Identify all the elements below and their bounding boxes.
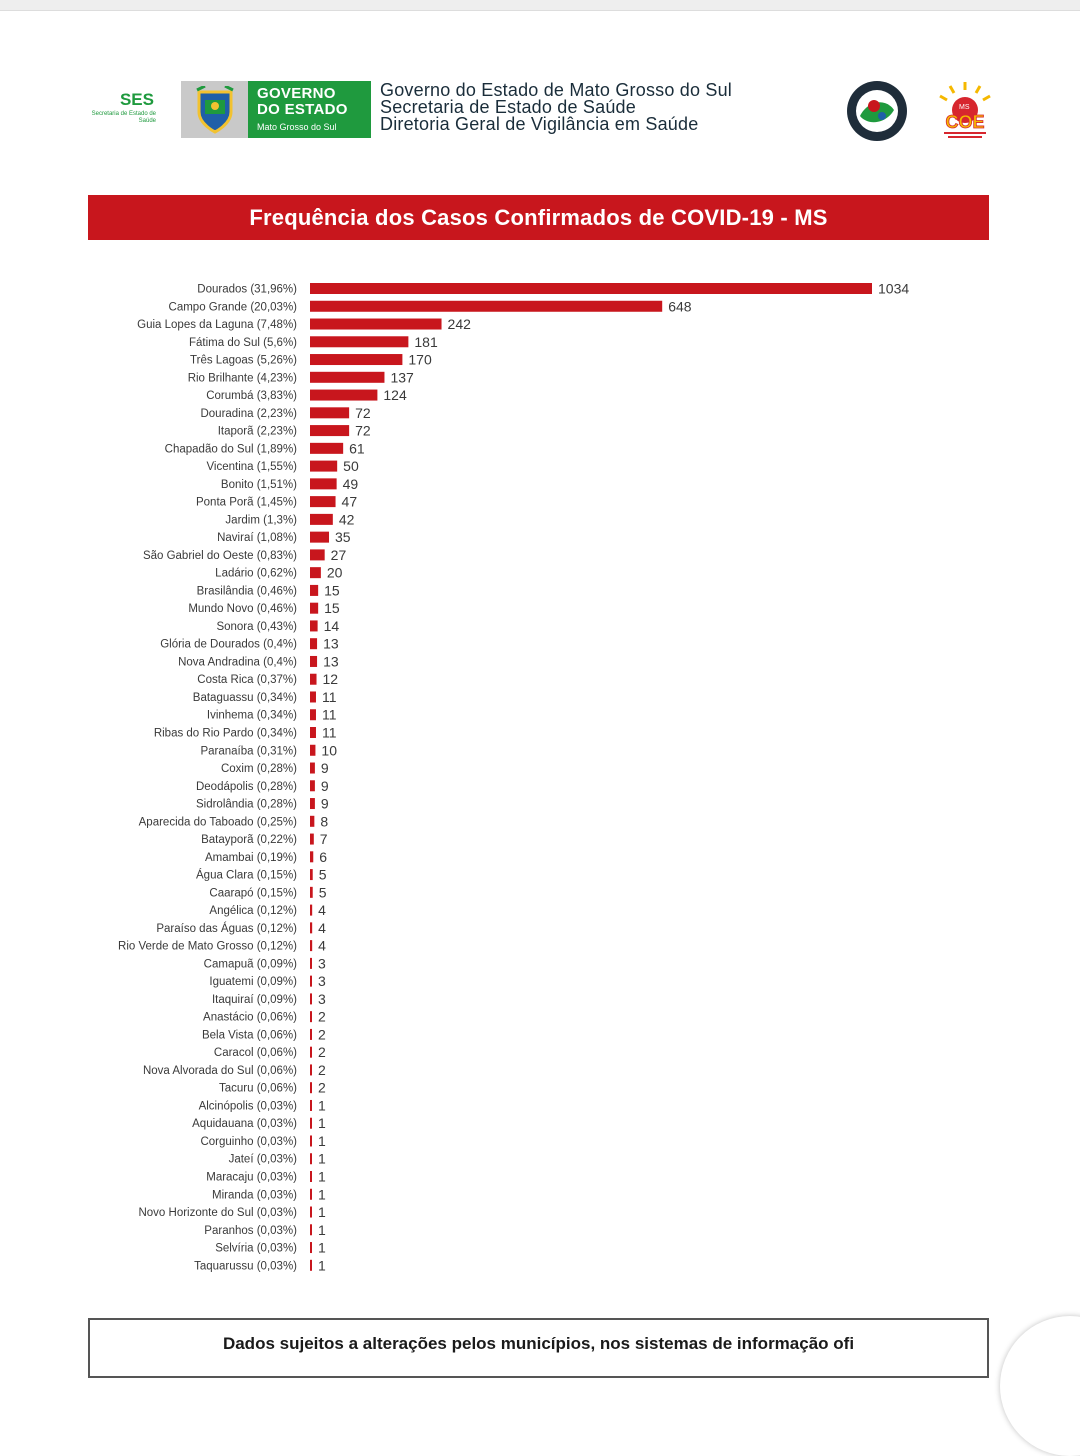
bar — [310, 1011, 312, 1022]
category-label: Rio Brilhante (4,23%) — [187, 372, 297, 385]
category-label: Água Clara (0,15%) — [196, 869, 297, 882]
category-label: Iguatemi (0,09%) — [209, 976, 297, 989]
value-label: 3 — [318, 955, 326, 972]
organization-line3: Diretoria Geral de Vigilância em Saúde — [380, 114, 699, 134]
bar — [310, 1260, 312, 1271]
bar — [310, 1029, 312, 1040]
value-label: 14 — [323, 617, 340, 634]
value-label: 42 — [338, 511, 355, 528]
footer-notice — [88, 1318, 989, 1378]
coe-word: COE — [945, 112, 985, 132]
value-label: 6 — [319, 848, 328, 865]
category-label: Alcinópolis (0,03%) — [198, 1100, 297, 1113]
value-label: 5 — [318, 884, 327, 901]
bar — [310, 1242, 312, 1253]
category-label: Maracaju (0,03%) — [206, 1171, 297, 1184]
bar — [310, 798, 315, 809]
bar — [310, 763, 315, 774]
bar — [310, 425, 349, 436]
category-label: Sidrolândia (0,28%) — [195, 798, 297, 811]
category-label: Guia Lopes da Laguna (7,48%) — [137, 319, 297, 332]
value-label: 4 — [318, 937, 326, 954]
category-label: Novo Horizonte do Sul (0,03%) — [138, 1207, 297, 1220]
category-label: Corguinho (0,03%) — [200, 1135, 297, 1148]
bar — [310, 922, 312, 933]
category-label: Coxim (0,28%) — [220, 763, 297, 776]
category-label: Miranda (0,03%) — [211, 1189, 297, 1202]
value-label: 170 — [408, 351, 432, 368]
value-label: 1 — [318, 1204, 326, 1221]
bar — [310, 745, 315, 756]
value-label: 50 — [343, 458, 359, 475]
bar — [310, 709, 316, 720]
category-label: Caarapó (0,15%) — [209, 887, 297, 900]
bar — [310, 585, 318, 596]
category-label: Glória de Dourados (0,4%) — [160, 638, 297, 651]
category-label: Campo Grande (20,03%) — [168, 301, 297, 314]
value-label: 648 — [668, 298, 692, 315]
bar — [310, 603, 318, 614]
bar — [310, 354, 402, 365]
bar — [310, 851, 313, 862]
bar — [310, 461, 337, 472]
government-badge-line3: Mato Grosso do Sul — [257, 122, 337, 132]
bar — [310, 993, 312, 1004]
category-label: Ivinhema (0,34%) — [206, 709, 297, 722]
category-label: Selvíria (0,03%) — [215, 1242, 297, 1255]
bar — [310, 319, 442, 330]
organization-line2: Secretaria de Estado de Saúde — [380, 97, 636, 117]
bar — [310, 1224, 312, 1235]
bar — [310, 549, 325, 560]
value-label: 9 — [320, 795, 329, 812]
value-label: 1 — [318, 1239, 326, 1256]
value-label: 49 — [342, 475, 359, 492]
category-label: Itaporã (2,23%) — [217, 425, 297, 438]
value-label: 1034 — [878, 280, 910, 297]
category-label: Nova Alvorada do Sul (0,06%) — [142, 1064, 297, 1077]
bar — [310, 372, 384, 383]
bar — [310, 656, 317, 667]
category-label: Bela Vista (0,06%) — [201, 1029, 297, 1042]
category-label: Dourados (31,96%) — [197, 283, 297, 296]
value-label: 72 — [355, 404, 371, 421]
category-label: Deodápolis (0,28%) — [195, 780, 297, 793]
category-label: Tacuru (0,06%) — [219, 1082, 297, 1095]
value-label: 2 — [318, 1008, 326, 1025]
bar — [310, 691, 316, 702]
value-label: 124 — [383, 387, 407, 404]
value-label: 20 — [326, 564, 343, 581]
value-label: 2 — [318, 1044, 326, 1061]
bar — [310, 1100, 312, 1111]
category-label: Ribas do Rio Pardo (0,34%) — [153, 727, 297, 740]
value-label: 13 — [323, 653, 339, 670]
category-label: Paranhos (0,03%) — [204, 1224, 297, 1237]
value-label: 10 — [321, 742, 338, 759]
category-label: Aparecida do Taboado (0,25%) — [138, 816, 297, 829]
value-label: 1 — [318, 1097, 326, 1114]
bar — [310, 1171, 312, 1182]
coe-ms-text: MS — [959, 104, 970, 111]
bar — [310, 1189, 312, 1200]
category-label: Naviraí (1,08%) — [217, 532, 297, 545]
organization-line1: Governo do Estado de Mato Grosso do Sul — [380, 80, 732, 100]
bar — [310, 283, 872, 294]
bar — [310, 1082, 312, 1093]
bar — [310, 638, 317, 649]
value-label: 7 — [319, 831, 328, 848]
bars-layer — [118, 281, 909, 1274]
category-label: Aquidauana (0,03%) — [192, 1118, 297, 1131]
category-label: Paranaíba (0,31%) — [200, 745, 297, 758]
value-label: 8 — [320, 813, 329, 830]
value-label: 13 — [323, 635, 339, 652]
bar — [310, 816, 314, 827]
category-label: São Gabriel do Oeste (0,83%) — [142, 549, 297, 562]
category-label: Jateí (0,03%) — [228, 1153, 297, 1166]
category-label: Três Lagoas (5,26%) — [190, 354, 297, 367]
value-label: 61 — [349, 440, 365, 457]
category-label: Camapuã (0,09%) — [203, 958, 297, 971]
category-label: Nova Andradina (0,4%) — [178, 656, 297, 669]
category-label: Corumbá (3,83%) — [206, 390, 297, 403]
bar — [310, 1135, 312, 1146]
bar — [310, 443, 343, 454]
footer-note: Dados sujeitos a alterações pelos municípios, nos sistemas de informação ofi — [222, 1334, 855, 1353]
value-label: 5 — [318, 866, 327, 883]
value-label: 3 — [318, 973, 326, 990]
value-label: 1 — [318, 1186, 326, 1203]
value-label: 11 — [321, 706, 337, 723]
bar — [310, 620, 318, 631]
value-label: 181 — [414, 333, 438, 350]
bar — [310, 674, 317, 685]
value-label: 4 — [318, 902, 326, 919]
bar — [310, 958, 312, 969]
value-label: 1 — [318, 1168, 326, 1185]
chart-title: Frequência dos Casos Confirmados de COVID-19 - MS — [249, 204, 828, 230]
ses-logo-subtitle: Secretaria de Estado de Saúde — [91, 111, 156, 124]
category-label: Costa Rica (0,37%) — [197, 674, 297, 687]
bar — [310, 1118, 312, 1129]
category-label: Bataguassu (0,34%) — [192, 691, 297, 704]
category-label: Jardim (1,3%) — [225, 514, 297, 527]
bar — [310, 887, 313, 898]
value-label: 1 — [318, 1150, 326, 1167]
value-label: 3 — [318, 990, 326, 1007]
bar — [310, 869, 313, 880]
bar — [310, 496, 336, 507]
value-label: 15 — [324, 600, 340, 617]
category-label: Itaquiraí (0,09%) — [211, 993, 297, 1006]
bar — [310, 780, 315, 791]
value-label: 4 — [318, 919, 326, 936]
value-label: 2 — [318, 1026, 326, 1043]
category-label: Sonora (0,43%) — [216, 620, 297, 633]
bar — [310, 514, 333, 525]
value-label: 9 — [320, 777, 329, 794]
bar — [310, 1047, 312, 1058]
category-label: Anastácio (0,06%) — [203, 1011, 297, 1024]
bar — [310, 1153, 312, 1164]
value-label: 11 — [321, 688, 337, 705]
bar — [310, 390, 377, 401]
government-badge-line2: DO ESTADO — [257, 101, 348, 118]
category-label: Brasilândia (0,46%) — [196, 585, 297, 598]
bar — [310, 532, 329, 543]
bar — [310, 1064, 312, 1075]
value-label: 15 — [324, 582, 340, 599]
bar — [310, 940, 312, 951]
value-label: 137 — [390, 369, 414, 386]
bar — [310, 336, 408, 347]
bar — [310, 1207, 312, 1218]
category-label: Fátima do Sul (5,6%) — [188, 336, 297, 349]
value-label: 2 — [318, 1079, 326, 1096]
value-label: 11 — [321, 724, 337, 741]
category-label: Batayporã (0,22%) — [201, 834, 297, 847]
value-label: 1 — [318, 1221, 326, 1238]
value-label: 242 — [447, 316, 471, 333]
value-label: 72 — [355, 422, 371, 439]
category-label: Rio Verde de Mato Grosso (0,12%) — [118, 940, 297, 953]
value-label: 12 — [322, 671, 339, 688]
ses-logo-word: SES — [119, 90, 154, 109]
category-label: Caracol (0,06%) — [213, 1047, 297, 1060]
bar — [310, 905, 312, 916]
category-label: Chapadão do Sul (1,89%) — [164, 443, 297, 456]
bar — [310, 301, 662, 312]
value-label: 35 — [335, 529, 351, 546]
value-label: 1 — [318, 1257, 326, 1274]
value-label: 2 — [318, 1061, 326, 1078]
bar — [310, 567, 321, 578]
bar — [310, 407, 349, 418]
category-label: Bonito (1,51%) — [220, 478, 297, 491]
bar — [310, 834, 314, 845]
category-label: Ladário (0,62%) — [215, 567, 297, 580]
value-label: 9 — [320, 760, 329, 777]
bar — [310, 976, 312, 987]
value-label: 47 — [341, 493, 358, 510]
value-label: 1 — [318, 1132, 326, 1149]
value-label: 27 — [330, 546, 347, 563]
government-badge-line1: GOVERNO — [257, 85, 336, 102]
category-label: Douradina (2,23%) — [200, 407, 297, 420]
category-label: Vicentina (1,55%) — [206, 461, 297, 474]
bar — [310, 478, 337, 489]
category-label: Ponta Porã (1,45%) — [195, 496, 297, 509]
category-label: Paraíso das Águas (0,12%) — [156, 922, 297, 935]
category-label: Mundo Novo (0,46%) — [188, 603, 297, 616]
value-label: 1 — [318, 1115, 326, 1132]
category-label: Angélica (0,12%) — [209, 905, 297, 918]
category-label: Amambai (0,19%) — [204, 851, 297, 864]
bar — [310, 727, 316, 738]
category-label: Taquarussu (0,03%) — [194, 1260, 297, 1273]
